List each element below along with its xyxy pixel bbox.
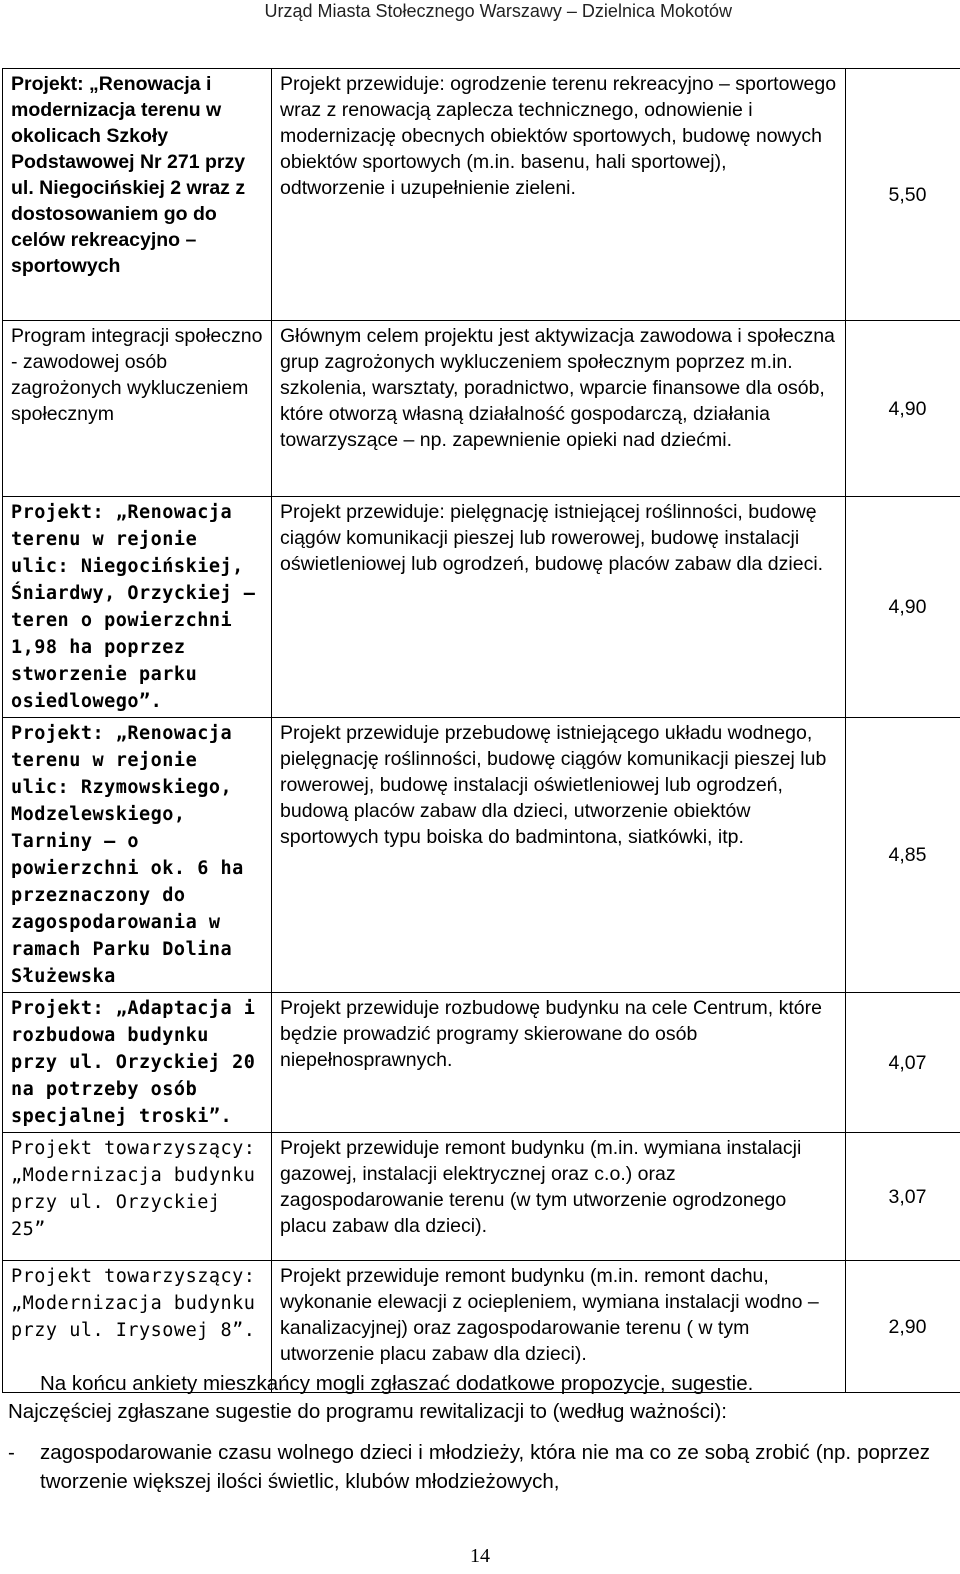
- project-name-cell: [3, 1133, 272, 1261]
- project-description-cell: [272, 321, 846, 497]
- project-score: 2,90: [888, 1315, 927, 1338]
- project-name: Program integracji społeczno - zawodowej osób zagrożonych wykluczeniem społecznym: [11, 325, 263, 425]
- page-header: [0, 0, 960, 22]
- project-description: Projekt przewiduje: ogrodzenie terenu rekreacyjno – sportowego wraz z renowacją zaplecza technicznego, odnowienie i modernizację obecnych obiektów sportowych, budowę nowych obiektów sportowych (m.in. basenu, hali sportowej), odtworzenie i uzupełnienie zieleni.: [280, 73, 837, 199]
- project-description-cell: [272, 718, 846, 993]
- project-name-cell: [3, 718, 272, 993]
- project-score: 4,90: [888, 397, 927, 420]
- project-name: Projekt: „Renowacja terenu w rejonie ulic: Rzymowskiego, Modzelewskiego, Tarniny – o powierzchni ok. 6 ha przeznaczony do zagospodarowania w ramach Parku Dolina Służewska: [11, 723, 244, 987]
- project-name-cell: [3, 993, 272, 1133]
- project-score: 4,90: [888, 596, 927, 618]
- header-text: Urząd Miasta Stołecznego Warszawy – Dzielnica Mokotów: [264, 1, 732, 21]
- bullet-text: zagospodarowanie czasu wolnego dzieci i młodzieży, która nie ma co ze sobą zrobić (np. poprzez tworzenie większej ilości świetlic, klubów młodzieżowych,: [40, 1441, 930, 1493]
- project-description: Projekt przewiduje przebudowę istniejącego układu wodnego, pielęgnację roślinności, budowę ciągów komunikacji pieszej lub rowerowej, budowę instalacji oświetleniowej lub ogrodzeń, budową placów zabaw dla dzieci, utworzenie obiektów sportowych typu boiska do badmintona, siatkówki, itp.: [280, 722, 827, 848]
- project-score-cell: [846, 497, 960, 718]
- projects-table: [2, 68, 960, 1393]
- suggestions-intro-paragraph: Najczęściej zgłaszane sugestie do programu rewitalizacji to (według ważności):: [8, 1400, 727, 1423]
- project-score-cell: [846, 69, 960, 321]
- project-name-cell: [3, 497, 272, 718]
- project-description: Projekt przewiduje remont budynku (m.in. wymiana instalacji gazowej, instalacji elektrycznej oraz c.o.) oraz zagospodarowanie terenu (w tym utworzenie ogrodzonego placu zabaw dla dzieci).: [280, 1137, 802, 1237]
- project-description: Projekt przewiduje remont budynku (m.in. remont dachu, wykonanie elewacji z ociepleniem, wymiana instalacji wodno – kanalizacyjnej) oraz zagospodarowanie terenu ( w tym utworzenie placu zabaw dla dzieci).: [280, 1265, 819, 1365]
- page-number: 14: [470, 1545, 490, 1567]
- project-name: Projekt towarzyszący: „Modernizacja budynku przy ul. Orzyckiej 25”: [11, 1138, 256, 1240]
- project-score: 4,07: [888, 1051, 927, 1074]
- survey-note-paragraph: Na końcu ankiety mieszkańcy mogli zgłaszać dodatkowe propozycje, sugestie.: [40, 1372, 754, 1395]
- bullet-dash: -: [8, 1441, 15, 1464]
- project-score: 3,07: [888, 1185, 927, 1208]
- table-row: [3, 718, 960, 993]
- project-description-cell: [272, 993, 846, 1133]
- project-score-cell: [846, 718, 960, 993]
- table-row: [3, 993, 960, 1133]
- project-name: Projekt: „Adaptacja i rozbudowa budynku przy ul. Orzyckiej 20 na potrzeby osób specjalnej troski”.: [11, 998, 256, 1127]
- project-description-cell: [272, 69, 846, 321]
- project-name: Projekt: „Renowacja i modernizacja terenu w okolicach Szkoły Podstawowej Nr 271 przy ul. Niegocińskiej 2 wraz z dostosowaniem go do celów rekreacyjno – sportowych: [11, 73, 246, 277]
- project-score: 5,50: [888, 183, 927, 206]
- project-description-cell: [272, 497, 846, 718]
- project-score: 4,85: [888, 844, 927, 866]
- project-description-cell: [272, 1133, 846, 1261]
- table-row: [3, 69, 960, 321]
- list-item: [8, 1438, 930, 1496]
- project-description: Głównym celem projektu jest aktywizacja zawodowa i społeczna grup zagrożonych wykluczeniem społecznym poprzez m.in. szkolenia, warsztaty, poradnictwo, wparcie finansowe dla osób, które otworzą własną działalność gospodarczą, działania towarzyszące – np. zapewnienie opieki nad dziećmi.: [280, 325, 835, 451]
- table-row: [3, 497, 960, 718]
- project-name-cell: [3, 321, 272, 497]
- table-row: [3, 1133, 960, 1261]
- project-score-cell: [846, 1133, 960, 1261]
- project-name-cell: [3, 69, 272, 321]
- project-name: Projekt: „Renowacja terenu w rejonie ulic: Niegocińskiej, Śniardwy, Orzyckiej – teren o powierzchni 1,98 ha poprzez stworzenie parku osiedlowego”.: [11, 502, 256, 712]
- table-row: [3, 321, 960, 497]
- project-name: Projekt towarzyszący: „Modernizacja budynku przy ul. Irysowej 8”.: [11, 1266, 256, 1341]
- project-description: Projekt przewiduje: pielęgnację istniejącej roślinności, budowę ciągów komunikacji pieszej lub rowerowej, budowę instalacji oświetleniowej lub ogrodzeń, budowę placów zabaw dla dzieci.: [280, 501, 824, 575]
- project-description: Projekt przewiduje rozbudowę budynku na cele Centrum, które będzie prowadzić programy skierowane do osób niepełnosprawnych.: [280, 997, 822, 1071]
- project-score-cell: [846, 993, 960, 1133]
- project-score-cell: [846, 321, 960, 497]
